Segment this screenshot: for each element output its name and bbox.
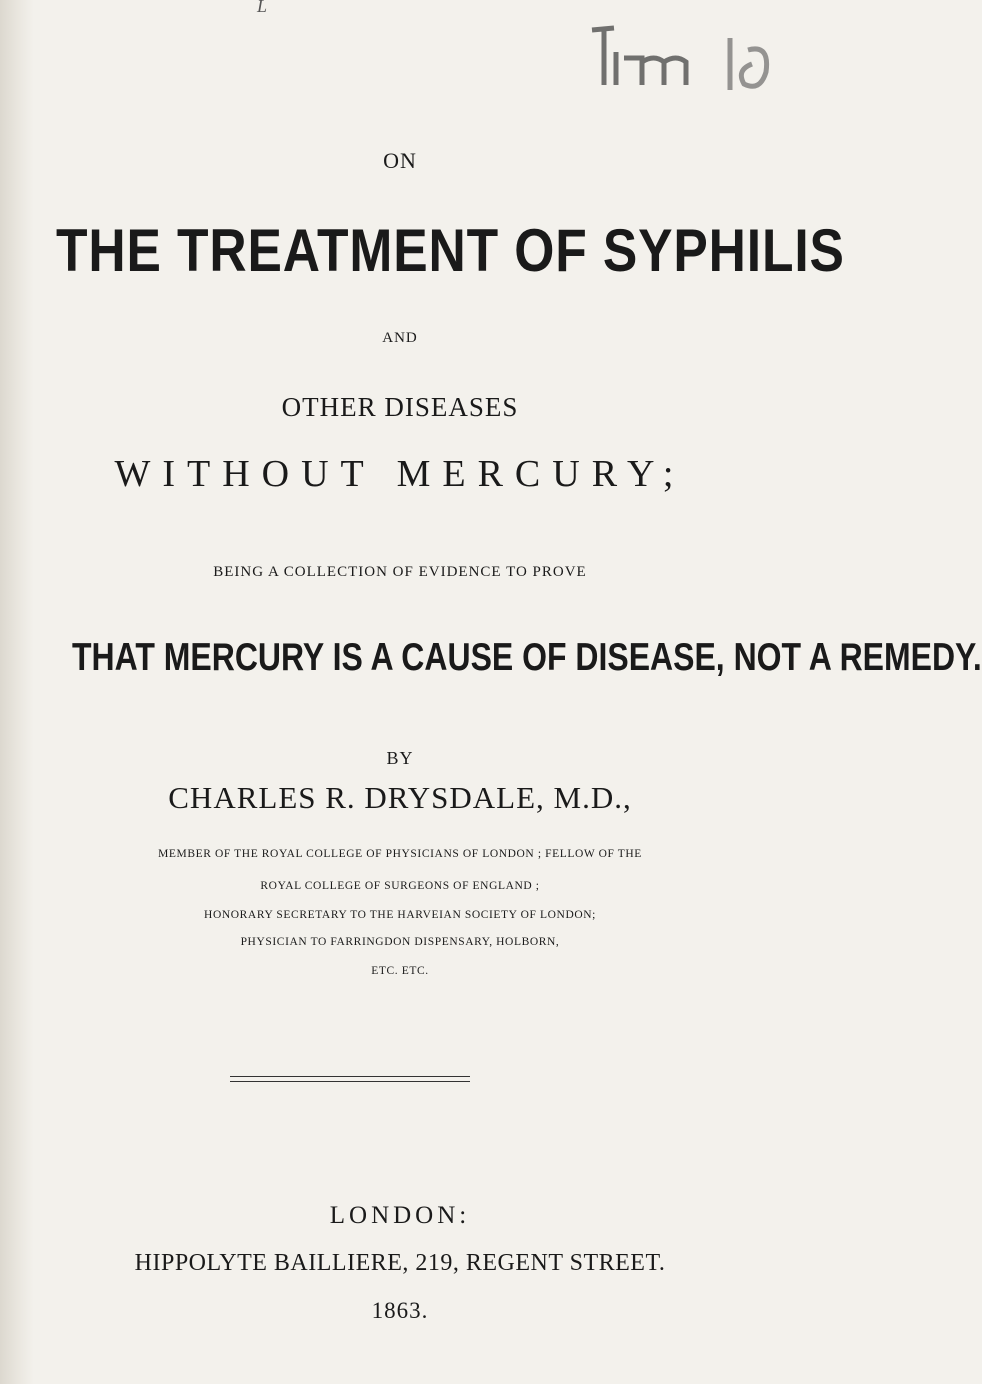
imprint-city: LONDON: xyxy=(329,1202,471,1229)
main-title: THE TREATMENT OF SYPHILIS xyxy=(56,217,845,284)
subtitle-being: BEING A COLLECTION OF EVIDENCE TO PROVE xyxy=(213,564,587,580)
subtitle-without-mercury: WITHOUT MERCURY; xyxy=(114,453,686,495)
corner-mark: L xyxy=(257,0,268,16)
stamp-text: Item 18 xyxy=(672,80,676,81)
double-rule-divider xyxy=(230,1076,470,1082)
credential-line: PHYSICIAN TO FARRINGDON DISPENSARY, HOLBORN, xyxy=(240,936,560,948)
subtitle-that-mercury: THAT MERCURY IS A CAUSE OF DISEASE, NOT A REMEDY. xyxy=(72,636,982,679)
credential-line: HONORARY SECRETARY TO THE HARVEIAN SOCIETY OF LONDON; xyxy=(204,909,596,921)
credential-line: MEMBER OF THE ROYAL COLLEGE OF PHYSICIANS OF LONDON ; FELLOW OF THE xyxy=(158,848,642,860)
subtitle-other-diseases: OTHER DISEASES xyxy=(281,392,519,422)
by-line: BY xyxy=(386,748,414,768)
credential-line: ROYAL COLLEGE OF SURGEONS OF ENGLAND ; xyxy=(260,880,540,892)
handwritten-stamp xyxy=(552,10,792,105)
page-edge-shadow xyxy=(0,0,34,1384)
title-on: ON xyxy=(383,148,417,173)
credential-line: ETC. ETC. xyxy=(371,965,429,977)
imprint-year: 1863. xyxy=(371,1298,429,1323)
title-and: AND xyxy=(382,330,418,346)
author-name: CHARLES R. DRYSDALE, M.D., xyxy=(168,780,632,815)
imprint-publisher: HIPPOLYTE BAILLIERE, 219, REGENT STREET. xyxy=(134,1250,666,1276)
